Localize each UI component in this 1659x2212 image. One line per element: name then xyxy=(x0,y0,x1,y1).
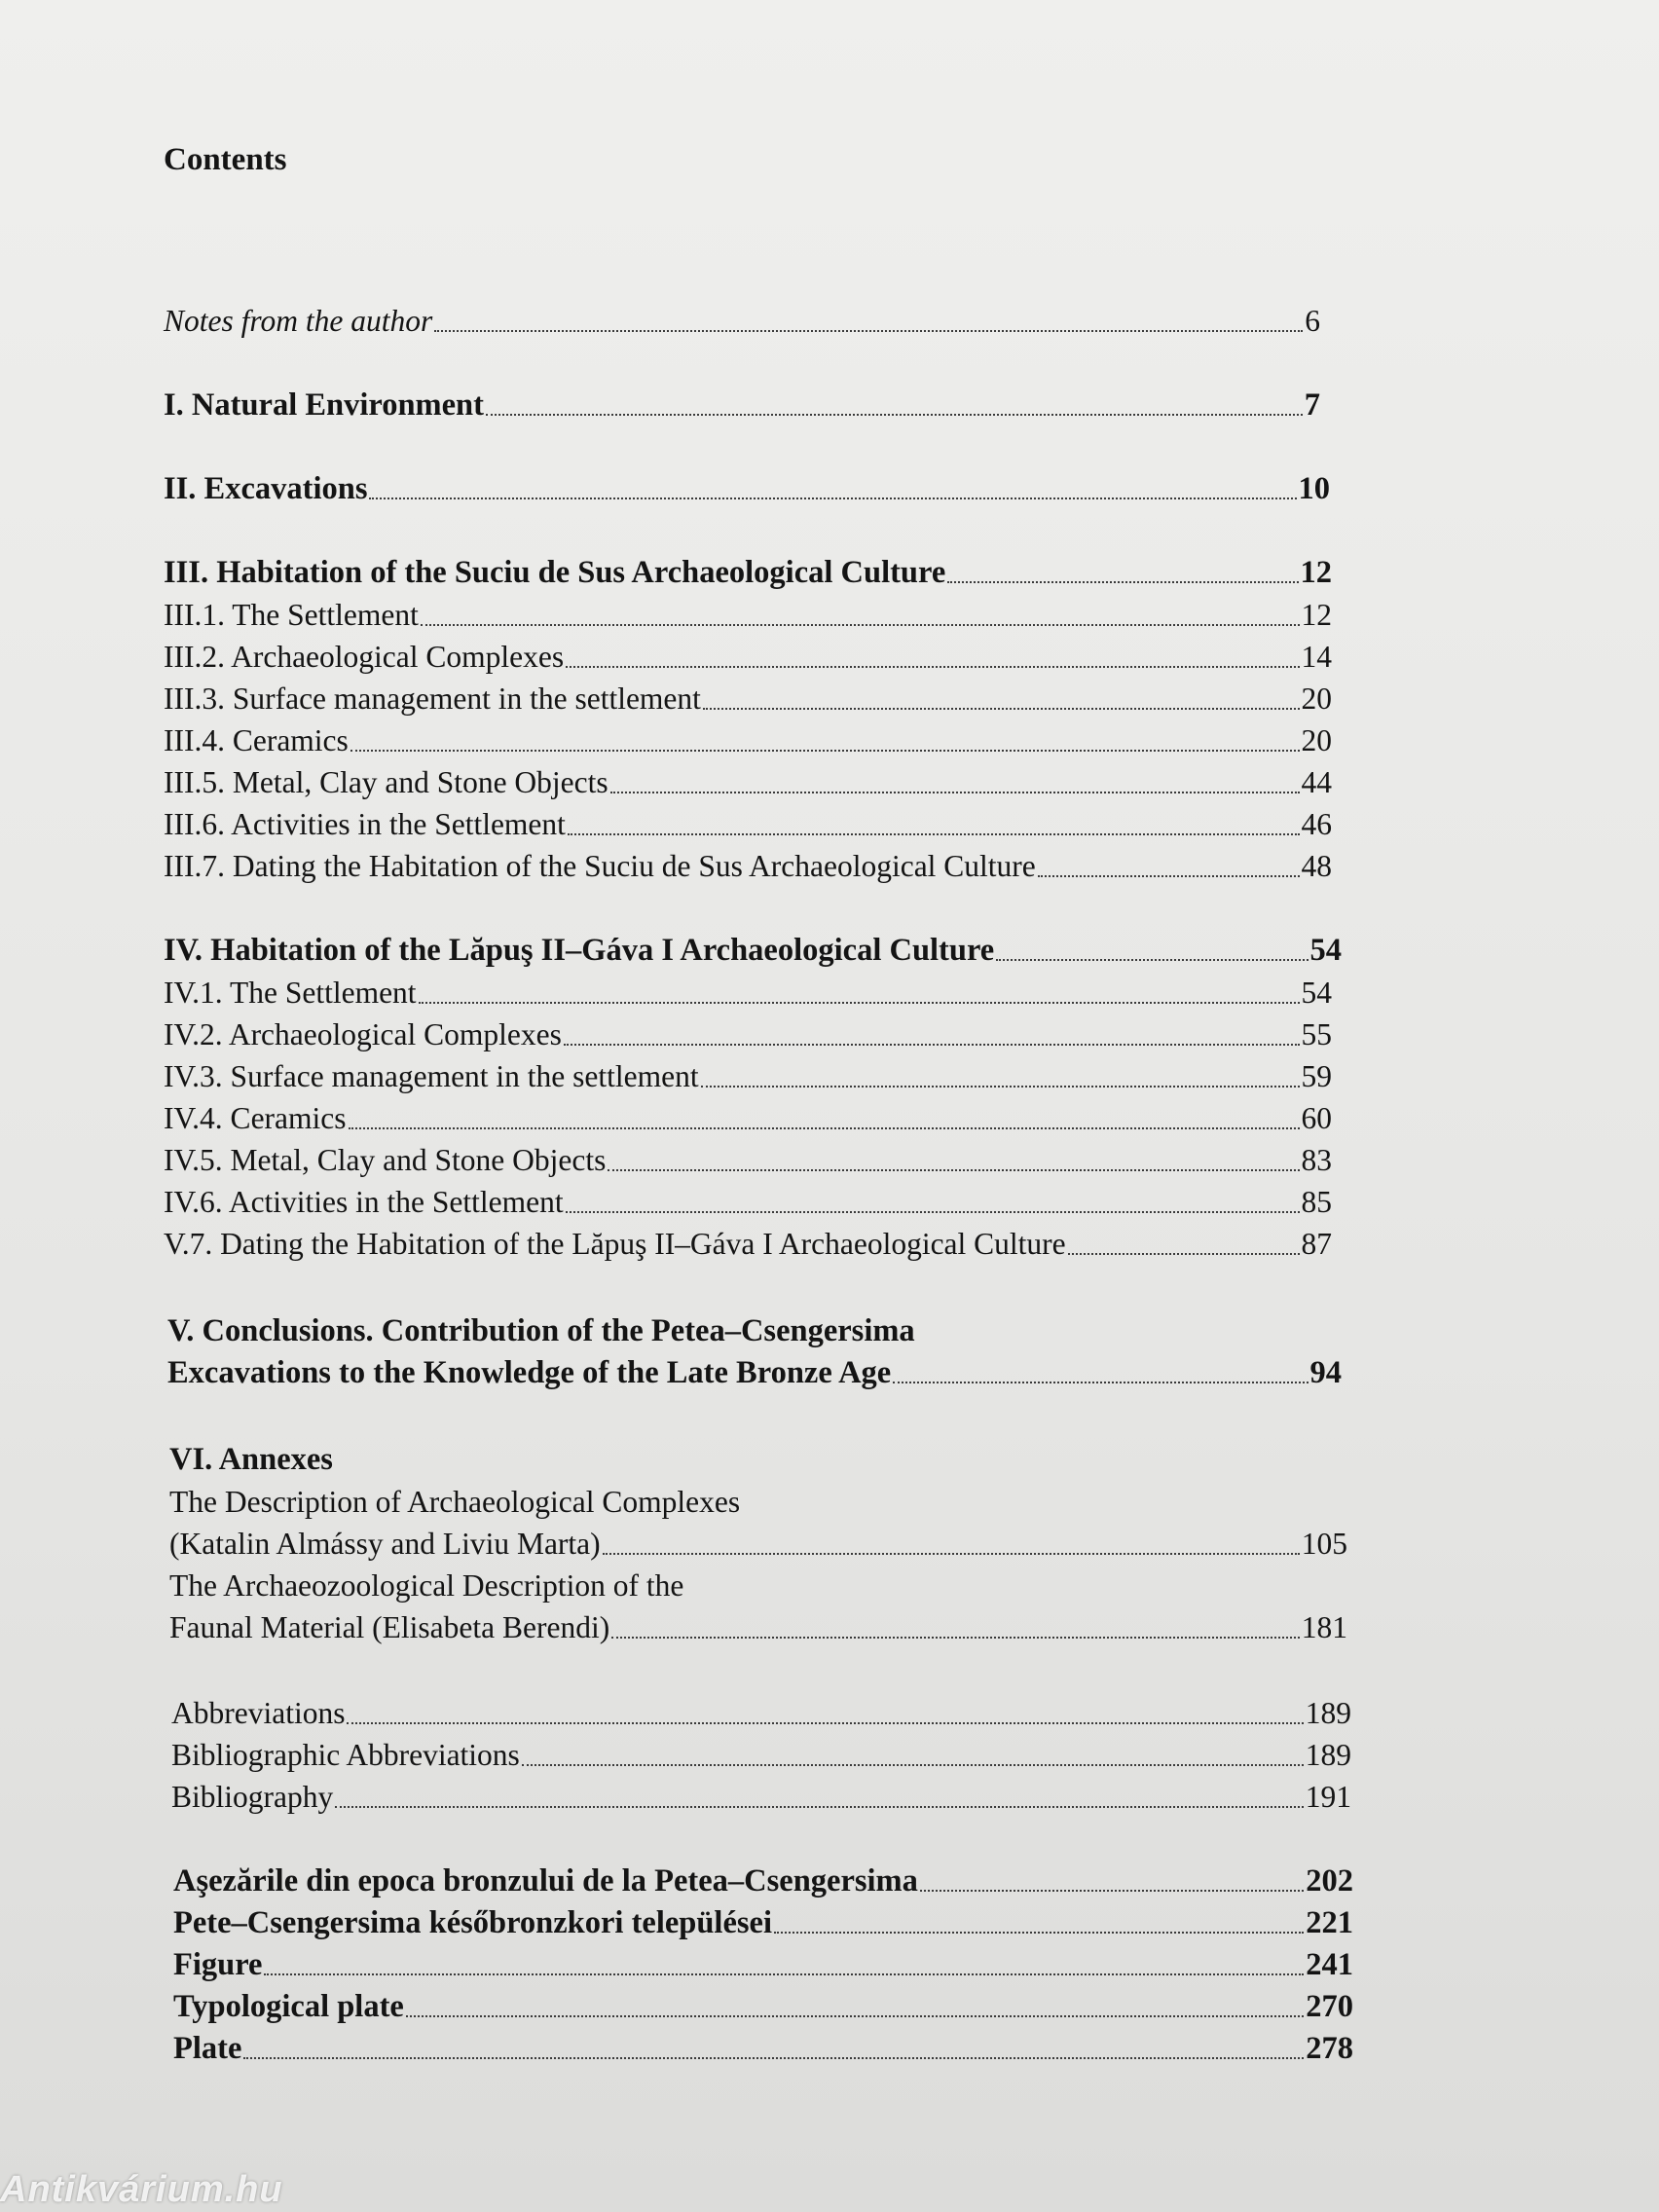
leader-dots xyxy=(347,1721,1303,1724)
toc-entry-label: Excavations to the Knowledge of the Late Bronze Age xyxy=(167,1355,892,1390)
toc-page-number: 10 xyxy=(1298,471,1330,506)
toc-entry-label: Figure xyxy=(173,1947,263,1982)
toc-entry-label: I. Natural Environment xyxy=(164,387,484,423)
leader-dots xyxy=(349,1126,1300,1129)
leader-dots xyxy=(703,707,1300,710)
toc-page-number: 54 xyxy=(1301,976,1332,1010)
toc-page-number: 12 xyxy=(1301,598,1332,632)
leader-dots xyxy=(610,791,1300,793)
toc-entry-chapter-5-line-1: V. Conclusions. Contribution of the Petea–Csengersima xyxy=(167,1313,915,1348)
toc-page-number: 189 xyxy=(1305,1696,1351,1730)
toc-entry-3-6 xyxy=(164,805,1332,844)
leader-dots xyxy=(522,1763,1304,1766)
leader-dots xyxy=(996,958,1308,961)
leader-dots xyxy=(701,1085,1300,1088)
leader-dots xyxy=(566,665,1299,668)
toc-entry-label: III.2. Archaeological Complexes xyxy=(164,640,565,674)
toc-entry-3-1 xyxy=(164,596,1332,635)
toc-entry-3-4 xyxy=(164,721,1332,760)
toc-entry-label: V.7. Dating the Habitation of the Lăpuş II–Gáva I Archaeological Culture xyxy=(164,1227,1066,1261)
toc-page-number: 221 xyxy=(1306,1905,1353,1940)
leader-dots xyxy=(611,1636,1300,1639)
toc-entry-4-5 xyxy=(164,1141,1332,1180)
toc-page-number: 55 xyxy=(1301,1017,1332,1051)
toc-entry-label: IV.1. The Settlement xyxy=(164,976,417,1010)
toc-page-number: 60 xyxy=(1301,1101,1332,1135)
toc-entry-label: III.7. Dating the Habitation of the Suciu de Sus Archaeological Culture xyxy=(164,849,1036,883)
leader-dots xyxy=(350,749,1300,752)
toc-entry-label: III. Habitation of the Suciu de Sus Archaeological Culture xyxy=(164,555,946,590)
toc-entry-label: Pete–Csengersima későbronzkori települései xyxy=(173,1905,772,1940)
leader-dots xyxy=(568,832,1300,835)
leader-dots xyxy=(893,1381,1308,1383)
toc-entry-label: III.1. The Settlement xyxy=(164,598,419,632)
toc-entry-label: II. Excavations xyxy=(164,471,368,506)
toc-entry-label: (Katalin Almássy and Liviu Marta) xyxy=(169,1527,601,1561)
toc-entry-abbreviations xyxy=(171,1694,1351,1733)
leader-dots xyxy=(419,1001,1300,1004)
toc-entry-bibliographic-abbreviations xyxy=(171,1736,1351,1775)
toc-entry-3-5 xyxy=(164,763,1332,802)
toc-entry-label: Abbreviations xyxy=(171,1696,346,1730)
leader-dots xyxy=(774,1931,1304,1934)
leader-dots xyxy=(243,2056,1304,2059)
leader-dots xyxy=(406,2014,1304,2017)
toc-page-number: 12 xyxy=(1300,555,1332,590)
toc-entry-hungarian-summary xyxy=(173,1903,1353,1942)
toc-page-number: 270 xyxy=(1306,1989,1353,2024)
toc-page-number: 59 xyxy=(1301,1059,1332,1093)
toc-page-number: 54 xyxy=(1309,933,1342,968)
toc-page-number: 46 xyxy=(1301,807,1332,841)
toc-page-number: 87 xyxy=(1301,1227,1332,1261)
toc-entry-3-3 xyxy=(164,680,1332,719)
toc-page-number: 85 xyxy=(1301,1185,1332,1219)
toc-entry-label: Faunal Material (Elisabeta Berendi) xyxy=(169,1610,610,1644)
watermark-logo: Antikvárium.hu xyxy=(0,2169,283,2210)
leader-dots xyxy=(603,1552,1300,1555)
toc-entry-label: III.5. Metal, Clay and Stone Objects xyxy=(164,765,608,799)
toc-entry-4-1 xyxy=(164,974,1332,1013)
leader-dots xyxy=(421,623,1300,626)
toc-page-number: 191 xyxy=(1305,1780,1351,1814)
toc-entry-4-3 xyxy=(164,1057,1332,1096)
toc-entry-label: Bibliographic Abbreviations xyxy=(171,1738,520,1772)
leader-dots xyxy=(1038,874,1300,877)
toc-entry-4-7 xyxy=(164,1225,1332,1264)
toc-entry-label: IV. Habitation of the Lăpuş II–Gáva I Archaeological Culture xyxy=(164,933,995,968)
toc-entry-label: Plate xyxy=(173,2031,242,2066)
toc-entry-label: IV.6. Activities in the Settlement xyxy=(164,1185,564,1219)
toc-page-number: 6 xyxy=(1305,304,1320,338)
toc-entry-bibliography xyxy=(171,1778,1351,1817)
toc-entry-4-4 xyxy=(164,1099,1332,1138)
toc-entry-chapter-6: VI. Annexes xyxy=(169,1442,333,1477)
toc-page-number: 241 xyxy=(1306,1947,1353,1982)
toc-entry-chapter-2 xyxy=(164,469,1330,508)
contents-title: Contents xyxy=(164,142,287,177)
toc-entry-typological-plate xyxy=(173,1987,1353,2026)
toc-entry-figure xyxy=(173,1945,1353,1984)
toc-page-number: 181 xyxy=(1301,1610,1347,1644)
toc-entry-label: IV.5. Metal, Clay and Stone Objects xyxy=(164,1143,607,1177)
leader-dots xyxy=(335,1805,1304,1808)
toc-entry-label: III.4. Ceramics xyxy=(164,723,349,757)
toc-entry-label: Notes from the author xyxy=(164,304,433,338)
toc-entry-chapter-3 xyxy=(164,553,1332,592)
toc-entry-annex-1-line-1: The Description of Archaeological Complexes xyxy=(169,1485,741,1519)
toc-entry-label: Bibliography xyxy=(171,1780,334,1814)
toc-entry-romanian-summary xyxy=(173,1862,1353,1900)
toc-entry-chapter-5 xyxy=(167,1353,1342,1392)
toc-entry-chapter-1 xyxy=(164,386,1320,424)
leader-dots xyxy=(564,1043,1300,1046)
leader-dots xyxy=(566,1210,1300,1213)
toc-page-number: 202 xyxy=(1306,1863,1353,1899)
toc-entry-label: III.6. Activities in the Settlement xyxy=(164,807,566,841)
toc-page-number: 44 xyxy=(1301,765,1332,799)
leader-dots xyxy=(1068,1252,1300,1255)
toc-page-number: 14 xyxy=(1301,640,1332,674)
leader-dots xyxy=(608,1168,1299,1171)
toc-page-number: 105 xyxy=(1301,1527,1347,1561)
toc-entry-label: IV.4. Ceramics xyxy=(164,1101,347,1135)
toc-entry-annex-1 xyxy=(169,1525,1347,1564)
leader-dots xyxy=(369,497,1296,499)
toc-entry-3-7 xyxy=(164,847,1332,886)
toc-page-number: 189 xyxy=(1305,1738,1351,1772)
toc-entry-annex-2 xyxy=(169,1608,1347,1647)
toc-entry-chapter-4 xyxy=(164,931,1342,970)
leader-dots xyxy=(486,413,1303,416)
toc-entry-3-2 xyxy=(164,638,1332,677)
toc-entry-annex-2-line-1: The Archaeozoological Description of the xyxy=(169,1568,684,1603)
toc-entry-label: Aşezările din epoca bronzului de la Petea–Csengersima xyxy=(173,1863,918,1899)
leader-dots xyxy=(920,1889,1304,1892)
toc-page-number: 278 xyxy=(1306,2031,1353,2066)
toc-page-number: 48 xyxy=(1301,849,1332,883)
toc-entry-label: Typological plate xyxy=(173,1989,404,2024)
toc-page-number: 20 xyxy=(1301,682,1332,716)
leader-dots xyxy=(434,329,1303,332)
toc-entry-label: III.3. Surface management in the settlement xyxy=(164,682,701,716)
toc-entry-notes xyxy=(164,302,1320,341)
toc-page-number: 20 xyxy=(1301,723,1332,757)
toc-entry-4-2 xyxy=(164,1015,1332,1054)
leader-dots xyxy=(947,580,1298,583)
toc-page-number: 7 xyxy=(1304,387,1320,423)
toc-page-number: 94 xyxy=(1309,1355,1342,1390)
toc-page-number: 83 xyxy=(1301,1143,1332,1177)
toc-entry-4-6 xyxy=(164,1183,1332,1222)
leader-dots xyxy=(264,1972,1304,1975)
toc-entry-plate xyxy=(173,2029,1353,2068)
toc-entry-label: IV.3. Surface management in the settlement xyxy=(164,1059,699,1093)
toc-entry-label: IV.2. Archaeological Complexes xyxy=(164,1017,562,1051)
